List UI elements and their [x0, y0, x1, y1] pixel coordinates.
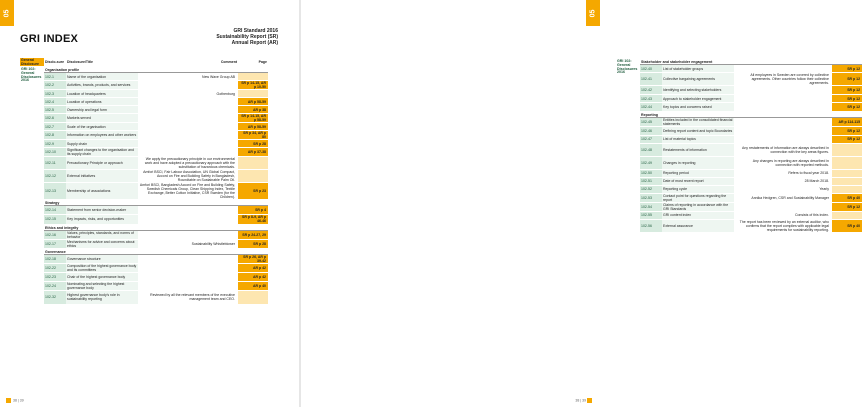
disclosure-number: 102-23 [44, 273, 66, 282]
disclosure-title: Mechanisms for advice and concerns about ethics [66, 239, 138, 248]
page-reference: SR p 12 [832, 126, 862, 135]
disclosure-title: Reporting cycle [662, 185, 734, 193]
disclosure-number: 102-49 [640, 156, 662, 169]
disclosure-number: 102-47 [640, 135, 662, 143]
disclosure-number: 102-6 [44, 114, 66, 123]
table-row [20, 106, 268, 114]
table-row [616, 219, 862, 232]
disclosure-title: Supply chain [66, 140, 138, 148]
disclosure-title: GRI content index [662, 211, 734, 219]
disclosure-title: Markets served [66, 114, 138, 123]
page-reference: SR p 14-15, AR p 10-50 [238, 81, 268, 90]
disclosure-number: 102-1 [44, 73, 66, 81]
page-footer [575, 398, 594, 403]
disclosure-title: Key topics and concerns raised [662, 103, 734, 111]
page-reference: SR p 14-15, AR p 58-59 [238, 114, 268, 123]
table-row [20, 206, 268, 215]
disclosure-comment [138, 273, 238, 282]
disclosure-comment: Any changes in reporting are always described in connection with reported methods. [734, 156, 832, 169]
disclosure-title: Contact point for questions regarding the report [662, 193, 734, 202]
page-reference [832, 185, 862, 193]
disclosure-comment [734, 65, 832, 73]
page-number: 38 | 39 [13, 398, 24, 403]
footer-marker [587, 398, 592, 403]
disclosure-comment [734, 117, 832, 126]
section-title: Organisation profile [44, 66, 268, 73]
disclosure-comment: Refers to fiscal year 2018. [734, 169, 832, 177]
page-reference: AR p 38 [238, 106, 268, 114]
table-row [20, 183, 268, 200]
table-row [616, 143, 862, 156]
col-comment: Comment [220, 60, 237, 64]
table-row [616, 117, 862, 126]
disclosure-number: 102-24 [44, 282, 66, 291]
page-reference: SR p 26, AR p 39-42 [238, 255, 268, 264]
disclosure-number: 102-32 [44, 291, 66, 304]
disclosure-title: Ownership and legal form [66, 106, 138, 114]
page-reference: SR p 12 [832, 65, 862, 73]
disclosure-title: Date of most recent report [662, 177, 734, 185]
page-title: GRI INDEX [20, 33, 79, 45]
table-row [20, 114, 268, 123]
table-row [616, 103, 862, 111]
page-reference: AR p 40 [238, 282, 268, 291]
disclosure-comment [138, 255, 238, 264]
disclosure-number: 102-48 [640, 143, 662, 156]
disclosure-title: Identifying and selecting stakeholders [662, 86, 734, 95]
disclosure-comment [138, 140, 238, 148]
page-reference: SR p 4 [238, 206, 268, 215]
page-reference: SR p 24-27, 29 [238, 230, 268, 239]
page-reference [832, 177, 862, 185]
disclosure-number: 102-11 [44, 157, 66, 170]
disclosure-title: External initiatives [66, 170, 138, 183]
table-row [20, 81, 268, 90]
disclosure-title: List of stakeholder groups [662, 65, 734, 73]
disclosure-number: 102-50 [640, 169, 662, 177]
disclosure-number: 102-43 [640, 95, 662, 103]
disclosure-comment [138, 215, 238, 224]
header-line: GRI Standard 2016 [233, 28, 278, 34]
disclosure-comment [138, 264, 238, 273]
page-reference: SR p 12 [832, 103, 862, 111]
table-row [20, 73, 268, 81]
table-row [616, 156, 862, 169]
disclosure-comment: The report has been reviewed by an external auditor, who confirms that the report complies with applicable legal requirements for sustainability reporting. [734, 219, 832, 232]
header-line: Sustainability Report (SR) [216, 34, 278, 40]
table-row [20, 215, 268, 224]
disclosure-number: 102-41 [640, 73, 662, 86]
table-row [616, 65, 862, 73]
disclosure-title: List of material topics [662, 135, 734, 143]
disclosure-title: Claims of reporting in accordance with the GRI Standards [662, 202, 734, 211]
page-reference [832, 169, 862, 177]
disclosure-number: 102-7 [44, 123, 66, 131]
disclosure-title: Governance structure [66, 255, 138, 264]
table-row [616, 202, 862, 211]
disclosure-title: Significant changes to the organisation and its supply chain [66, 148, 138, 157]
disclosure-number: 102-15 [44, 215, 66, 224]
disclosure-title: Collective bargaining agreements [662, 73, 734, 86]
disclosure-number: 102-46 [640, 126, 662, 135]
disclosure-title: Membership of associations [66, 183, 138, 200]
page-footer [6, 398, 24, 403]
disclosure-comment [138, 98, 238, 106]
table-row [20, 255, 268, 264]
table-row [20, 123, 268, 131]
table-row [616, 135, 862, 143]
table-row [616, 211, 862, 219]
page-reference [832, 156, 862, 169]
disclosure-comment [138, 123, 238, 131]
table-row [616, 73, 862, 86]
disclosure-number: 102-51 [640, 177, 662, 185]
disclosure-number: 102-44 [640, 103, 662, 111]
disclosure-number: 102-52 [640, 185, 662, 193]
disclosure-number: 102-4 [44, 98, 66, 106]
chapter-number: 05 [3, 9, 11, 17]
section-title: Stakeholder and stakeholder engagement [640, 58, 862, 65]
table-row [20, 282, 268, 291]
disclosure-comment [138, 81, 238, 90]
disclosure-comment [138, 106, 238, 114]
table-row [616, 185, 862, 193]
chapter-number: 05 [589, 9, 597, 17]
table-row [20, 157, 268, 170]
disclosure-title: Changes in reporting [662, 156, 734, 169]
page-number: 38 | 39 [575, 398, 587, 403]
disclosure-comment [138, 282, 238, 291]
disclosure-number: 102-16 [44, 230, 66, 239]
col-title: Disclosure/Title [67, 60, 94, 64]
disclosure-title: Restatements of information [662, 143, 734, 156]
disclosure-title: Precautionary Principle or approach [66, 157, 138, 170]
disclosure-title: Key impacts, risks, and opportunities [66, 215, 138, 224]
disclosure-comment [734, 202, 832, 211]
col-general: General Disclosure [20, 58, 44, 66]
disclosure-comment: All employees in Sweden are covered by collective agreements. Other countries follow their collective agreements. [734, 73, 832, 86]
table-row [616, 193, 862, 202]
table-row [616, 169, 862, 177]
gri-index-table-right [616, 58, 862, 232]
disclosure-number: 102-3 [44, 90, 66, 98]
disclosure-comment [138, 114, 238, 123]
disclosure-number: 102-12 [44, 170, 66, 183]
page-reference: AR p 58-59 [238, 123, 268, 131]
disclosure-title: Chair of the highest governance body [66, 273, 138, 282]
page-reference: SR p 12 [832, 135, 862, 143]
disclosure-number: 102-45 [640, 117, 662, 126]
table-row [20, 131, 268, 140]
page-reference [238, 90, 268, 98]
disclosure-number: 102-13 [44, 183, 66, 200]
disclosure-title: Values, principles, standards, and norms of behavior [66, 230, 138, 239]
disclosure-number: 102-40 [640, 65, 662, 73]
page-reference [238, 157, 268, 170]
table-row [20, 148, 268, 157]
disclosure-comment [138, 230, 238, 239]
section-title: Ethics and integrity [44, 224, 268, 231]
page-reference: AR p 58-59 [238, 98, 268, 106]
general-disclosure-label: GRI 102: General Disclosures 2016 [616, 58, 640, 232]
disclosure-number: 102-56 [640, 219, 662, 232]
disclosure-number: 102-55 [640, 211, 662, 219]
table-row [616, 177, 862, 185]
disclosure-comment [734, 95, 832, 103]
disclosure-title: Entities included in the consolidated financial statements [663, 117, 733, 126]
disclosure-comment [734, 103, 832, 111]
disclosure-title: Highest governance body's role in sustainability reporting [66, 291, 138, 304]
disclosure-number: 102-54 [640, 202, 662, 211]
right-page [300, 0, 861, 407]
left-page [0, 0, 300, 407]
disclosure-number: 102-2 [44, 81, 66, 90]
page-reference [832, 211, 862, 219]
disclosure-comment [734, 86, 832, 95]
disclosure-number: 102-22 [44, 264, 66, 273]
disclosure-title: Approach to stakeholder engagement [662, 95, 734, 103]
section-title: Governance [44, 248, 268, 255]
page-reference [238, 170, 268, 183]
disclosure-title: External assurance [662, 219, 734, 232]
page-reference: SR p 12 [832, 95, 862, 103]
table-row [20, 239, 268, 248]
disclosure-title: Statement from senior decision-maker [66, 206, 138, 215]
disclosure-comment: Consists of this index. [734, 211, 832, 219]
footer-marker [6, 398, 11, 403]
disclosure-title: Information on employees and other workers [66, 131, 138, 140]
disclosure-comment: Reviewed by all the relevant members of the executive management team and CEO. [138, 291, 238, 304]
disclosure-number: 102-53 [640, 193, 662, 202]
page-reference: AR p 42 [238, 264, 268, 273]
disclosure-comment: Yearly [734, 185, 832, 193]
disclosure-title: Activities, brands, products, and services [66, 81, 138, 90]
disclosure-number: 102-14 [44, 206, 66, 215]
table-row [20, 90, 268, 98]
section-title: Reporting [640, 111, 862, 118]
table-row [20, 170, 268, 183]
disclosure-title: Location of operations [66, 98, 138, 106]
page-reference: SR p 34, AR p 80 [238, 131, 268, 140]
report-header [216, 28, 278, 46]
disclosure-comment: 28 March 2018. [734, 177, 832, 185]
disclosure-title: Reporting period [662, 169, 734, 177]
page-reference: SR p 28 [238, 140, 268, 148]
disclosure-number: 102-8 [44, 131, 66, 140]
page-reference: AR p 114-115 [832, 117, 862, 126]
page-reference: SR p 40 [832, 193, 862, 202]
page-reference: SR p 12 [832, 73, 862, 86]
page-reference: SR p 12 [832, 86, 862, 95]
disclosure-comment: Amfori BSCI, Fair Labour Association, UN Global Compact, Accord on Fire and Building Safety in Bangladesh, Roundtable on Sustainable Palm Oil. [138, 170, 238, 183]
general-disclosure-label: GRI 102: General Disclosures 2016 [20, 66, 44, 304]
disclosure-title: Scale of the organisation [66, 123, 138, 131]
disclosure-comment [138, 148, 238, 157]
table-row [20, 230, 268, 239]
disclosure-title: Defining report content and topic Boundaries [662, 126, 734, 135]
disclosure-comment: Amfori BSCI, Bangladesh Accord on Fire and Building Safety, Swedish Chemicals Group, Clean Shipping Index, Textile Exchange, Better Cotton Initiative, CSR Sweden (for the Children). [138, 183, 238, 200]
page-reference: SR p 8-9, AR p 46-46 [238, 215, 268, 224]
page-reference [238, 73, 268, 81]
disclosure-title: Name of the organisation [66, 73, 138, 81]
table-row [20, 140, 268, 148]
gri-index-table-left [20, 58, 268, 304]
page-reference: AR p 42 [238, 273, 268, 282]
disclosure-comment: Gothenburg [138, 90, 238, 98]
page-reference [238, 291, 268, 304]
disclosure-comment: Any restatements of information are always described in connection with the key areas figures. [734, 143, 832, 156]
page-reference: SR p 12 [832, 202, 862, 211]
disclosure-comment [734, 126, 832, 135]
table-row [616, 95, 862, 103]
disclosure-title: Location of headquarters [66, 90, 138, 98]
disclosure-number: 102-18 [44, 255, 66, 264]
table-row [20, 291, 268, 304]
disclosure-number: 102-9 [44, 140, 66, 148]
disclosure-comment [138, 206, 238, 215]
header-line: Annual Report (AR) [231, 40, 278, 46]
section-title: Strategy [44, 199, 268, 206]
disclosure-number: 102-10 [44, 148, 66, 157]
chapter-tab [586, 0, 600, 26]
table-row [616, 126, 862, 135]
disclosure-title: Composition of the highest governance body and its committees [67, 264, 137, 272]
col-page: Page [258, 60, 267, 64]
page-reference [832, 143, 862, 156]
table-row [20, 98, 268, 106]
disclosure-comment: Annika Hedgren, CSR and Sustainability Manager [734, 193, 832, 202]
disclosure-comment: New Wave Group AB [138, 73, 238, 81]
disclosure-comment [138, 131, 238, 140]
chapter-tab [0, 0, 14, 26]
page-reference: SR p 40 [832, 219, 862, 232]
disclosure-title: Nominating and selecting the highest governance body [66, 282, 138, 291]
disclosure-number: 102-42 [640, 86, 662, 95]
disclosure-comment [734, 135, 832, 143]
page-reference: SR p 28 [238, 239, 268, 248]
table-row [616, 86, 862, 95]
disclosure-number: 102-5 [44, 106, 66, 114]
page-reference: AR p 37-38 [238, 148, 268, 157]
col-disclosure: Disclo-sure [45, 60, 65, 64]
table-row [20, 264, 268, 273]
disclosure-comment: Sustainability Whistleblower [138, 239, 238, 248]
table-row [20, 273, 268, 282]
page-reference: SR p 23 [238, 183, 268, 200]
disclosure-comment: We apply the precautionary principle in our environmental work and have adopted a precautionary approach with the substitution of hazardous chemicals. [138, 157, 238, 170]
disclosure-number: 102-17 [44, 239, 66, 248]
